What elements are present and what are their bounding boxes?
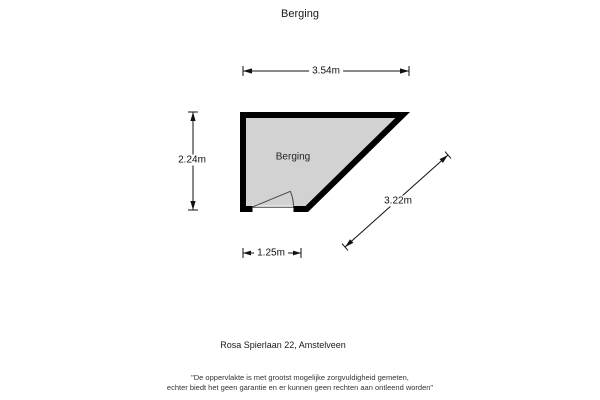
page-title: Berging [281,8,319,20]
dimension-label-diagonal: 3.22m [381,196,415,207]
disclaimer-line-1: "De oppervlakte is met grootst mogelijke zorgvuldigheid gemeten, [191,373,409,382]
dimension-label-left: 2.24m [175,155,209,166]
room-name-label: Berging [275,151,311,163]
dimension-label-bottom: 1.25m [254,248,288,259]
address-line: Rosa Spierlaan 22, Amstelveen [220,340,346,350]
disclaimer-line-2: echter biedt het geen garantie en er kunnen geen rechten aan ontleend worden" [166,383,434,392]
dimension-label-top: 3.54m [309,66,343,77]
disclaimer [167,373,433,393]
